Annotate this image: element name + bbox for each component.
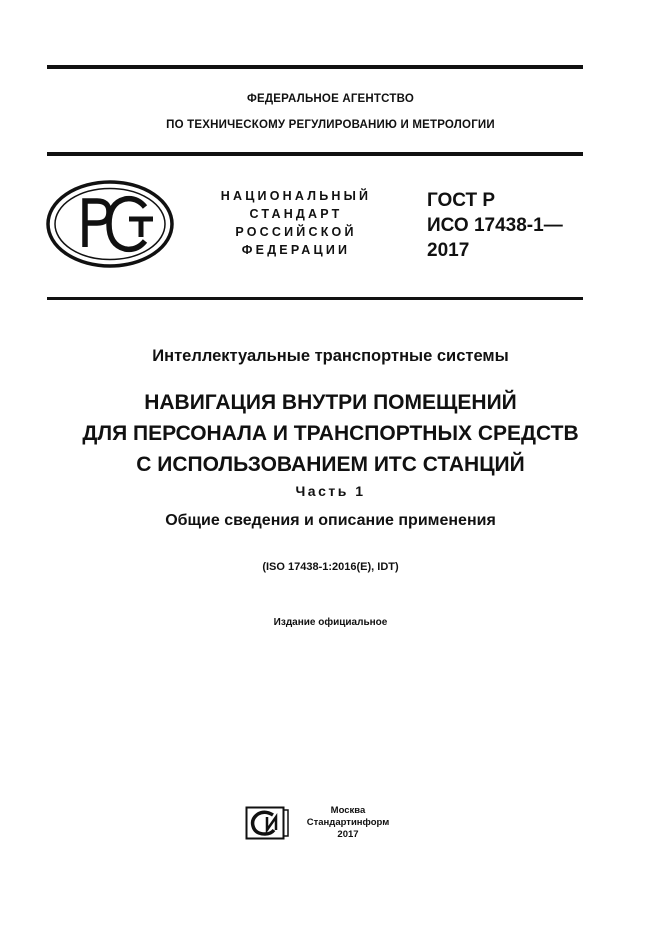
part-subtitle: Общие сведения и описание применения: [165, 512, 496, 529]
standard-type-line: РОССИЙСКОЙ: [235, 225, 357, 239]
top-rule: [47, 65, 583, 69]
publisher-city: Москва: [330, 805, 366, 816]
designation-line: ИСО 17438-1—: [427, 215, 563, 236]
standartinform-logo-icon: [245, 806, 289, 840]
title-line: С ИСПОЛЬЗОВАНИЕМ ИТС СТАНЦИЙ: [136, 453, 525, 476]
series-title: Интеллектуальные транспортные системы: [152, 347, 509, 365]
designation-line: 2017: [427, 240, 470, 261]
publisher-year: 2017: [337, 829, 359, 840]
designation-line: ГОСТ Р: [427, 190, 496, 211]
publisher-name: Стандартинформ: [306, 817, 390, 828]
header-rule: [47, 152, 583, 156]
title-line: НАВИГАЦИЯ ВНУТРИ ПОМЕЩЕНИЙ: [144, 391, 517, 414]
standard-designation: [427, 188, 563, 263]
title-line: ДЛЯ ПЕРСОНАЛА И ТРАНСПОРТНЫХ СРЕДСТВ: [82, 422, 579, 445]
part-number: Часть 1: [295, 483, 366, 499]
standard-type-line: СТАНДАРТ: [249, 207, 343, 221]
agency-name-line2: ПО ТЕХНИЧЕСКОМУ РЕГУЛИРОВАНИЮ И МЕТРОЛОГИИ: [166, 119, 495, 131]
section-rule: [47, 297, 583, 300]
iso-reference: (ISO 17438-1:2016(E), IDT): [262, 561, 399, 573]
edition-note: Издание официальное: [273, 617, 388, 628]
standard-type: [206, 187, 386, 259]
document-title: [0, 387, 661, 480]
standard-type-line: ФЕДЕРАЦИИ: [241, 243, 351, 257]
rst-conformity-mark-icon: [45, 179, 175, 269]
standard-type-line: НАЦИОНАЛЬНЫЙ: [220, 189, 372, 203]
agency-name-line1: ФЕДЕРАЛЬНОЕ АГЕНТСТВО: [247, 93, 414, 105]
publisher-info: [300, 805, 396, 841]
